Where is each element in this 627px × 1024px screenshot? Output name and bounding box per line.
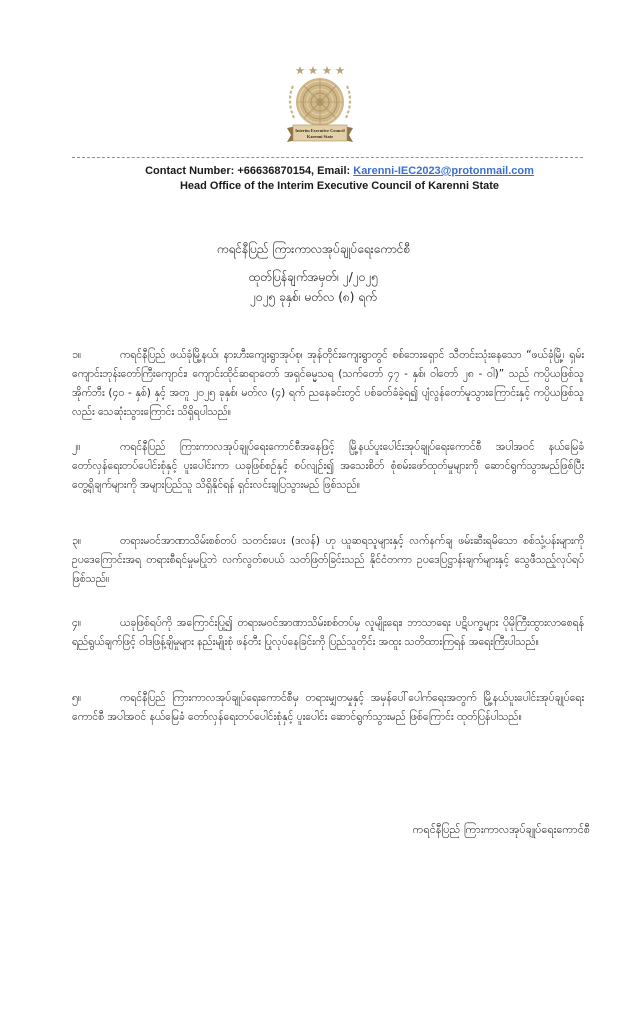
paragraph-number: ၄။ xyxy=(72,617,82,629)
paragraph-text: ကရင်နီပြည် ကြားကာလအုပ်ချုပ်ရေးကောင်စီအနေဖြင့် မြို့နယ်ပူးပေါင်းအုပ်ချုပ်ရေးကောင်စီ အပါအဝင် နယ်မြေခံ တော်လှန်ရေးတပ်ပေါင်းစုံနှင့် ပူးပေါင်းကာ ယခုဖြစ်စဉ်နှင့် စပ်လျဉ်း၍ အသေးစိတ် စုံစမ်းဖော်ထုတ်မှုများကို ဆောင်ရွက်သွားမည်ဖြစ်ပြီး တွေ့ရှိချက်များကို အများပြည်သူ သိရှိနိုင်ရန် ရှင်းလင်းချပြသွားမည် ဖြစ်သည်။ xyxy=(72,441,584,491)
paragraph-3 xyxy=(72,532,584,589)
council-emblem-logo xyxy=(283,62,357,152)
head-office-line: Head Office of the Interim Executive Council of Karenni State xyxy=(179,180,500,192)
svg-text:Karenni State: Karenni State xyxy=(306,134,334,139)
paragraph-text: တရားမဝင်အာဏာသိမ်းစစ်တပ် သတင်းပေး (ဒလန်) ဟု ယူဆရသူများနှင့် လက်နက်ချ ဖမ်းဆီးရမိသော စစ်သုံ့ပန်းများကို ဥပဒေကြောင်းအရ တရားစီရင်မှုမပြုဘဲ လက်လွတ်စပယ် သတ်ဖြတ်ခြင်းသည် နိုင်ငံတကာ ဥပဒေပြဋ္ဌာန်းချက်များနှင့် သွေဖီသည့်လုပ်ရပ် ဖြစ်သည်။ xyxy=(72,535,584,585)
contact-line xyxy=(0,164,627,179)
contact-number-label: Contact Number: +66636870154, Email: xyxy=(145,165,354,177)
organization-title: ကရင်နီပြည် ကြားကာလအုပ်ချုပ်ရေးကောင်စီ xyxy=(216,242,411,256)
paragraph-number: ၂။ xyxy=(72,441,81,453)
statement-number: ထုတ်ပြန်ချက်အမှတ်၊ ၂/၂၀၂၅ xyxy=(248,270,379,284)
paragraph-number: ၃။ xyxy=(72,535,82,547)
paragraph-number: ၅။ xyxy=(72,692,82,704)
statement-date: ၂၀၂၅ ခုနှစ်၊ မတ်လ (၈) ရက် xyxy=(250,290,377,304)
svg-text:Interim Executive Council: Interim Executive Council xyxy=(295,128,345,133)
paragraph-text: ကရင်နီပြည် ကြားကာလအုပ်ချုပ်ရေးကောင်စီမှ တရားမျှတမှုနှင့် အမှန်ပေါ်ပေါက်ရေးအတွက် မြို့နယ်ပူးပေါင်းအုပ်ချုပ်ရေးကောင်စီ အပါအဝင် နယ်မြေခံ တော်လှန်ရေးတပ်ပေါင်းစုံနှင့် ပူးပေါင်း ဆောင်ရွက်သွားမည် ဖြစ်ကြောင်း ထုတ်ပြန်ပါသည်။ xyxy=(72,692,584,723)
paragraph-5 xyxy=(72,689,584,727)
emblem-seal-icon xyxy=(283,62,357,152)
paragraph-1 xyxy=(72,346,584,422)
paragraph-4 xyxy=(72,614,584,652)
statement-title-block xyxy=(0,238,627,306)
paragraph-text: ကရင်နီပြည် ဖယ်ခုံမြို့နယ်၊ နားဟီးကျေးရွာအုပ်စု၊ အုန်တိုင်းကျေးရွာတွင် စစ်ဘေးရှောင် သီတင်းသုံးနေသော “ဖယ်ခုံမြို့၊ ရှမ်းကျောင်းဘုန်းတော်ကြီးကျောင်း၊ ကျောင်းထိုင်ဆရာတော် အရှင်ဓမ္မသရ (သက်တော် ၄၇ - နှစ်၊ ဝါတော် ၂၈ - ဝါ)” သည် ကပ္ပိယဖြစ်သူ အိုက်ဘီး (၄၀ - နှစ်) နှင့် အတူ ၂၀၂၅ ခုနှစ်၊ မတ်လ (၄) ရက် ညနေခင်းတွင် ပစ်ခတ်ခံခဲ့ရ၍ ပျံလွန်တော်မူသွားကြောင်းနှင့် ကပ္ပိယဖြစ်သူလည်း သေဆုံးသွားကြောင်း သိရှိရပါသည်။ xyxy=(72,349,584,418)
signature-line: ကရင်နီပြည် ကြားကာလအုပ်ချုပ်ရေးကောင်စီ xyxy=(412,823,590,836)
paragraph-number: ၁။ xyxy=(72,349,82,361)
paragraph-2 xyxy=(72,438,584,495)
email-link[interactable]: Karenni-IEC2023@protonmail.com xyxy=(353,165,534,177)
header-divider xyxy=(72,157,583,158)
paragraph-text: ယခုဖြစ်ရပ်ကို အကြောင်းပြု၍ တရားမဝင်အာဏာသိမ်းစစ်တပ်မှ လူမျိုးရေး၊ ဘာသာရေး ပဋိပက္ခများ ပိုမိုကြီးထွားလာစေရန် ရည်ရွယ်ချက်ဖြင့် ဝါဒဖြန့်ချိမှုများ နည်းမျိုးစုံ ဖန်တီး ပြုလုပ်နေခြင်းကို ပြည်သူတိုင်း အထူး သတိထားကြရန် အရေးကြီးပါသည်။ xyxy=(72,617,584,648)
